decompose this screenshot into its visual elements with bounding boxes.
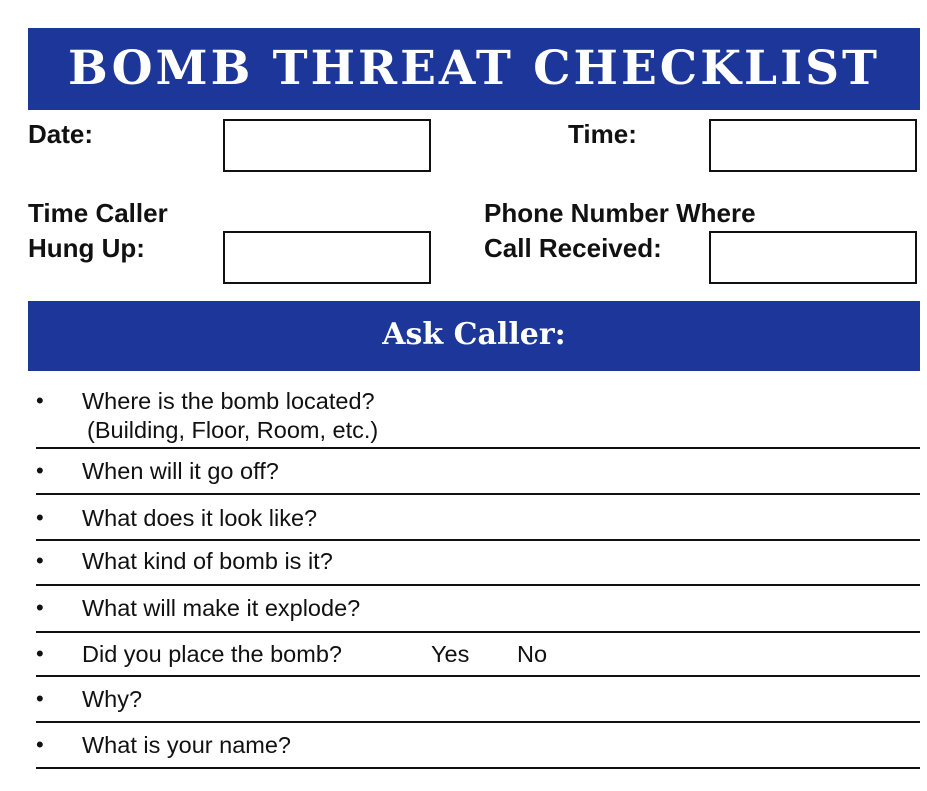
time-label: Time: bbox=[568, 119, 637, 149]
bullet-icon: • bbox=[36, 548, 44, 573]
question-text: What does it look like? bbox=[82, 505, 318, 531]
title-banner bbox=[28, 28, 920, 110]
bullet-icon: • bbox=[36, 388, 44, 413]
hung-up-time-field[interactable] bbox=[223, 231, 431, 284]
question-subtext: (Building, Floor, Room, etc.) bbox=[87, 417, 379, 443]
answer-line[interactable] bbox=[36, 675, 920, 677]
hung-up-label-line2: Hung Up: bbox=[28, 233, 145, 263]
date-field[interactable] bbox=[223, 119, 431, 172]
question-text: When will it go off? bbox=[82, 458, 279, 484]
question-text: Why? bbox=[82, 686, 143, 712]
question-text: Did you place the bomb? bbox=[82, 641, 342, 667]
hung-up-label-line1: Time Caller bbox=[28, 198, 168, 228]
answer-line[interactable] bbox=[36, 631, 920, 633]
bullet-icon: • bbox=[36, 595, 44, 620]
ask-caller-banner bbox=[28, 301, 920, 371]
answer-line[interactable] bbox=[36, 493, 920, 495]
bullet-icon: • bbox=[36, 641, 44, 666]
bullet-icon: • bbox=[36, 458, 44, 483]
answer-line[interactable] bbox=[36, 767, 920, 769]
answer-line[interactable] bbox=[36, 721, 920, 723]
bullet-icon: • bbox=[36, 732, 44, 757]
question-text: What is your name? bbox=[82, 732, 291, 758]
date-label: Date: bbox=[28, 119, 94, 149]
answer-line[interactable] bbox=[36, 539, 920, 541]
bullet-icon: • bbox=[36, 505, 44, 530]
answer-line[interactable] bbox=[36, 447, 920, 449]
page-title: BOMB THREAT CHECKLIST bbox=[68, 41, 880, 96]
answer-line[interactable] bbox=[36, 584, 920, 586]
question-text: What kind of bomb is it? bbox=[82, 548, 333, 574]
yes-option[interactable]: Yes bbox=[431, 641, 470, 667]
phone-label-line1: Phone Number Where bbox=[484, 198, 756, 228]
bullet-icon: • bbox=[36, 686, 44, 711]
section-title: Ask Caller: bbox=[382, 317, 566, 352]
question-text: Where is the bomb located? bbox=[82, 388, 375, 414]
question-text: What will make it explode? bbox=[82, 595, 361, 621]
time-field[interactable] bbox=[709, 119, 917, 172]
phone-label-line2: Call Received: bbox=[484, 233, 662, 263]
no-option[interactable]: No bbox=[517, 641, 548, 667]
phone-number-field[interactable] bbox=[709, 231, 917, 284]
